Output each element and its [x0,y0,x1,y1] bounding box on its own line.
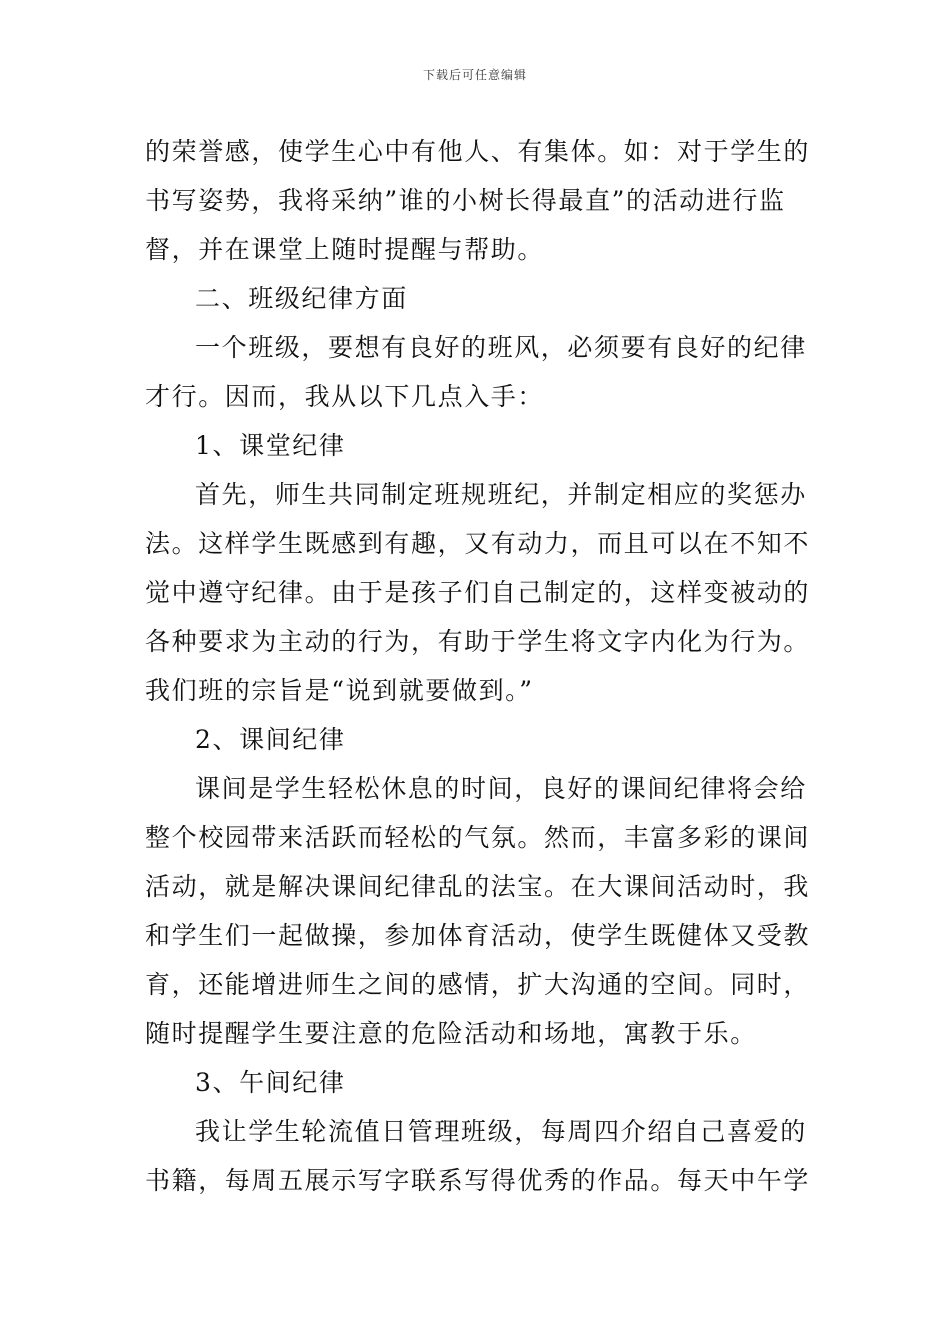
text-line: 才行。因而，我从以下几点入手： [145,382,545,411]
section-heading: 二、班级纪律方面 [195,284,408,313]
document-body [145,127,810,1205]
text-line: 育，还能增进师生之间的感情，扩大沟通的空间。同时， [145,970,811,999]
text-line: 书籍，每周五展示写字联系写得优秀的作品。每天中午学 [145,1166,811,1195]
text-line: 书写姿势，我将采纳”谁的小树长得最直”的活动进行监 [145,186,786,215]
page-header: 下载后可任意编辑 [422,68,527,82]
text-line: 我们班的宗旨是“说到就要做到。” [145,676,534,705]
text-line: 首先，师生共同制定班规班纪，并制定相应的奖惩办 [195,480,807,509]
text-line: 我让学生轮流值日管理班级，每周四介绍自己喜爱的 [195,1117,807,1146]
text-line: 随时提醒学生要注意的危险活动和场地，寓教于乐。 [145,1019,757,1048]
text-line: 整个校园带来活跃而轻松的气氛。然而，丰富多彩的课间 [145,823,811,852]
text-line: 各种要求为主动的行为，有助于学生将文字内化为行为。 [145,627,811,656]
text-line: 课间是学生轻松休息的时间，良好的课间纪律将会给 [195,774,807,803]
subsection-heading: 2、课间纪律 [195,725,346,754]
text-line: 活动，就是解决课间纪律乱的法宝。在大课间活动时，我 [145,872,811,901]
text-line: 一个班级，要想有良好的班风，必须要有良好的纪律 [195,333,807,362]
text-line: 觉中遵守纪律。由于是孩子们自己制定的，这样变被动的 [145,578,811,607]
subsection-heading: 1、课堂纪律 [195,431,346,460]
text-line: 和学生们一起做操，参加体育活动，使学生既健体又受教 [145,921,811,950]
subsection-heading: 3、午间纪律 [195,1068,346,1097]
text-line: 的荣誉感，使学生心中有他人、有集体。如：对于学生的 [145,137,811,166]
text-line: 法。这样学生既感到有趣，又有动力，而且可以在不知不 [145,529,811,558]
text-line: 督，并在课堂上随时提醒与帮助。 [145,235,545,264]
